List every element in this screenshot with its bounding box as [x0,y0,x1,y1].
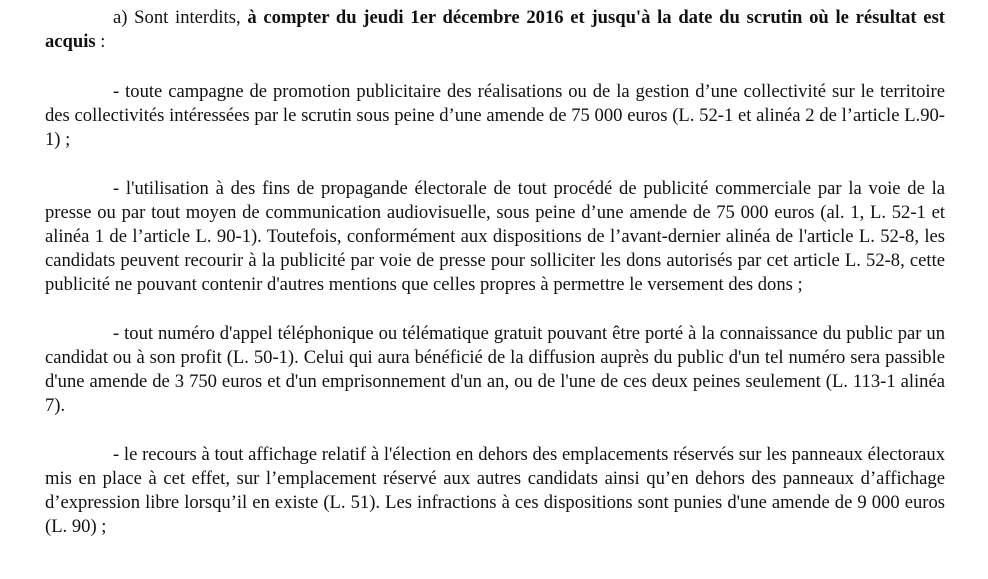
intro-paragraph [45,6,945,54]
intro-prefix: a) Sont interdits, [113,7,248,28]
list-item-commercial-advertising: - l'utilisation à des fins de propagande électorale de tout procédé de publicité commerciale par la voie de la presse ou par tout moyen de communication audiovisuelle, sous peine d’une amende de 75 000 euros (al. 1, L. 52-1 et alinéa 1 de l’article L. 90-1). Toutefois, conformément aux dispositions de l’avant-dernier alinéa de l'article L. 52-8, les candidats peuvent recourir à la publicité par voie de presse pour solliciter les dons autorisés par cet article L. 52-8, cette publicité ne pouvant contenir d'autres mentions que celles propres à permettre le versement des dons ; [45,178,945,295]
list-item-free-phone-number: - tout numéro d'appel téléphonique ou télématique gratuit pouvant être porté à la connaissance du public par un candidat ou à son profit (L. 50-1). Celui qui aura bénéficié de la diffusion auprès du public d'un tel numéro sera passible d'une amende de 3 750 euros et d'un emprisonnement d'un an, ou de l'une de ces deux peines seulement (L. 113-1 alinéa 7). [45,323,945,416]
intro-bold-date-range: à compter du jeudi 1er décembre 2016 et jusqu'à la date du scrutin où le résultat est acquis [45,7,945,52]
list-item-poster-display: - le recours à tout affichage relatif à l'élection en dehors des emplacements réservés sur les panneaux électoraux mis en place à cet effet, sur l’emplacement réservé aux autres candidats ainsi qu’en dehors des panneaux d’affichage d’expression libre lorsqu’il en existe (L. 51). Les infractions à ces dispositions sont punies d'une amende de 9 000 euros (L. 90) ; [45,444,945,537]
document-page [45,6,945,564]
list-item-promotion-campaign: - toute campagne de promotion publicitaire des réalisations ou de la gestion d’une collectivité sur le territoire des collectivités intéressées par le scrutin sous peine d’une amende de 75 000 euros (L. 52-1 et alinéa 2 de l’article L.90-1) ; [45,81,945,150]
intro-suffix: : [95,31,106,52]
